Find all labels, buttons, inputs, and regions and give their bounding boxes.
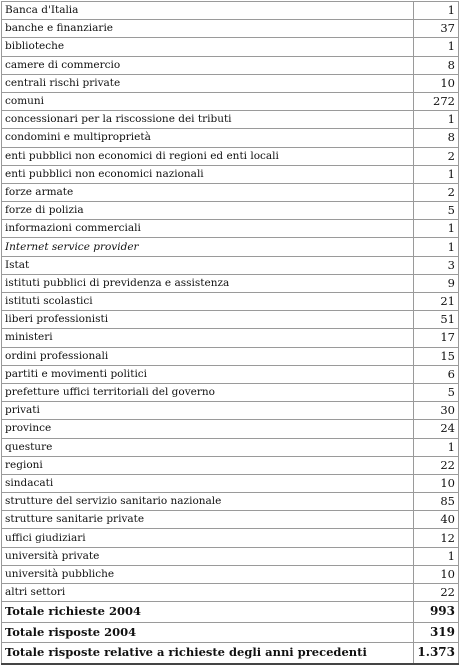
total-label: Totale risposte 2004 [2,622,414,643]
sector-label: liberi professionisti [2,311,414,329]
sector-label: forze di polizia [2,202,414,220]
sector-label: istituti scolastici [2,293,414,311]
sector-label: ministeri [2,329,414,347]
sector-count: 1 [414,2,459,20]
sector-label: biblioteche [2,38,414,56]
table-row [2,456,459,474]
sector-label: informazioni commerciali [2,220,414,238]
sector-label: strutture sanitarie private [2,511,414,529]
table-row [2,274,459,292]
table-row [2,365,459,383]
sector-label: altri settori [2,584,414,602]
sector-count: 85 [414,493,459,511]
total-count: 1.373 [414,643,459,664]
sector-count: 5 [414,202,459,220]
table-row [2,20,459,38]
sector-label: enti pubblici non economici nazionali [2,165,414,183]
sector-count: 22 [414,456,459,474]
total-count: 993 [414,602,459,623]
sector-label: uffici giudiziari [2,529,414,547]
table-row [2,565,459,583]
sector-count: 15 [414,347,459,365]
sector-label: istituti pubblici di previdenza e assistenza [2,274,414,292]
sector-count: 17 [414,329,459,347]
sector-label: partiti e movimenti politici [2,365,414,383]
sector-label: ordini professionali [2,347,414,365]
sector-count: 51 [414,311,459,329]
table-row [2,202,459,220]
total-label: Totale richieste 2004 [2,602,414,623]
table-row [2,402,459,420]
sector-label: prefetture uffici territoriali del governo [2,383,414,401]
sector-count: 6 [414,365,459,383]
sector-count: 37 [414,20,459,38]
table-row [2,529,459,547]
sector-count: 1 [414,38,459,56]
requests-by-sector-table [1,1,459,665]
sector-count: 40 [414,511,459,529]
sector-count: 272 [414,92,459,110]
sector-label: regioni [2,456,414,474]
table-row [2,38,459,56]
table-row [2,474,459,492]
table-row [2,383,459,401]
sector-count: 1 [414,220,459,238]
table-row [2,511,459,529]
sector-count: 12 [414,529,459,547]
sector-label: banche e finanziarie [2,20,414,38]
table-row [2,547,459,565]
sector-label: questure [2,438,414,456]
sector-count: 10 [414,565,459,583]
sector-count: 9 [414,274,459,292]
sector-count: 5 [414,383,459,401]
sector-count: 1 [414,547,459,565]
table-row [2,56,459,74]
sector-count: 1 [414,111,459,129]
sector-count: 1 [414,165,459,183]
sector-label: centrali rischi private [2,74,414,92]
sector-count: 1 [414,438,459,456]
sector-count: 10 [414,474,459,492]
table-row [2,293,459,311]
table-row [2,165,459,183]
table-row [2,584,459,602]
table-row [2,493,459,511]
table-row [2,74,459,92]
sector-label: camere di commercio [2,56,414,74]
sector-label: condomini e multiproprietà [2,129,414,147]
sector-count: 30 [414,402,459,420]
table-row [2,238,459,256]
table-row [2,256,459,274]
sector-label: privati [2,402,414,420]
sector-count: 8 [414,56,459,74]
sector-label: Banca d'Italia [2,2,414,20]
table-row [2,347,459,365]
sector-label: enti pubblici non economici di regioni ed enti locali [2,147,414,165]
total-count: 319 [414,622,459,643]
sector-count: 21 [414,293,459,311]
sector-label: strutture del servizio sanitario nazionale [2,493,414,511]
table-row [2,2,459,20]
sector-label: province [2,420,414,438]
table-row [2,129,459,147]
sector-label: Istat [2,256,414,274]
sector-count: 2 [414,147,459,165]
table-row [2,220,459,238]
total-row [2,602,459,623]
sector-label: sindacati [2,474,414,492]
total-row [2,643,459,664]
table-row [2,92,459,110]
table-row [2,111,459,129]
table-row [2,420,459,438]
sector-count: 2 [414,183,459,201]
total-label: Totale risposte relative a richieste degli anni precedenti [2,643,414,664]
table-row [2,329,459,347]
sector-count: 24 [414,420,459,438]
sector-count: 3 [414,256,459,274]
sector-count: 10 [414,74,459,92]
sector-label: forze armate [2,183,414,201]
table-row [2,183,459,201]
sector-count: 22 [414,584,459,602]
sector-count: 1 [414,238,459,256]
table-row [2,147,459,165]
sector-label: concessionari per la riscossione dei tributi [2,111,414,129]
sector-count: 8 [414,129,459,147]
total-row [2,622,459,643]
sector-label: università private [2,547,414,565]
sector-label: comuni [2,92,414,110]
sector-label: università pubbliche [2,565,414,583]
table-row [2,438,459,456]
sector-label: Internet service provider [2,238,414,256]
table-row [2,311,459,329]
